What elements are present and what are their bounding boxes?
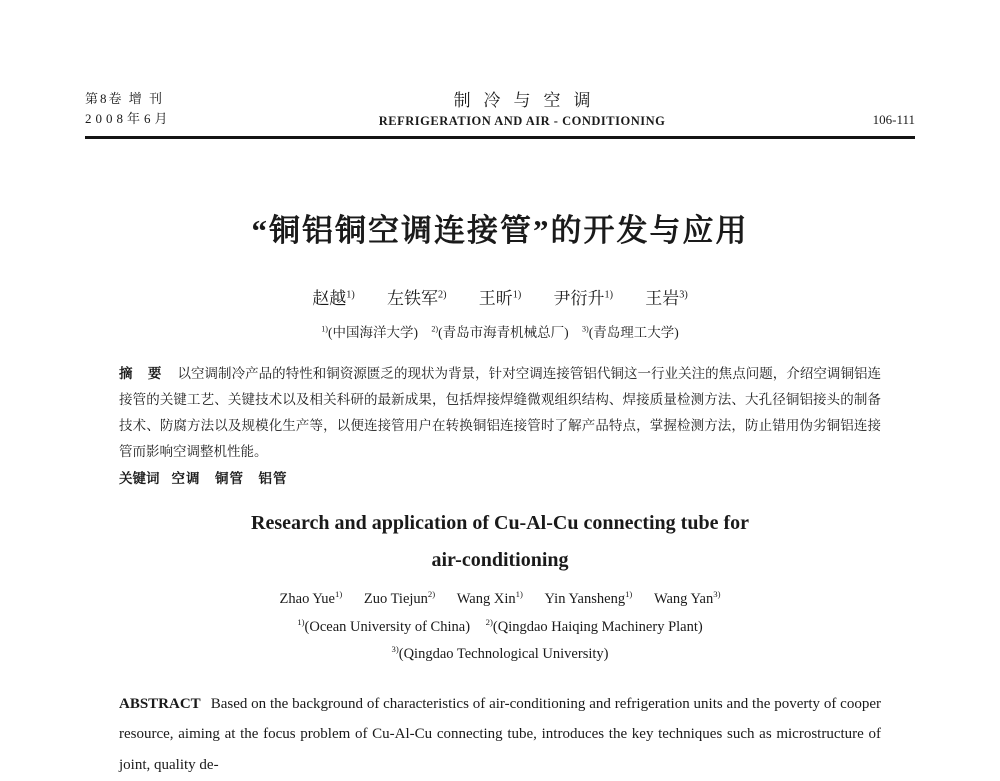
authors-en [85,588,915,608]
abstract-cn-text: 以空调制冷产品的特性和铜资源匮乏的现状为背景，针对空调连接管铝代铜这一行业关注的焦点问题，介绍空调铜铝连接管的关键工艺、关键技术以及相关科研的最新成果，包括焊接焊缝微观组织结构、焊接质量检测方法、大孔径铜铝接头的制备技术、防腐方法以及规模化生产等，以便连接管用户在转换铜铝连接管时了解产品特点，掌握检测方法，防止错用伪劣铜铝连接管而影响空调整机性能。 [119,366,882,459]
affil-sup: 1) [321,324,328,334]
affil-sup: 2) [485,616,493,627]
abstract-en-text: Based on the background of characteristics of air-conditioning and refrigeration units and the poverty of cooper resource, aiming at the focus problem of Cu-Al-Cu connecting tube, introduces the key techniques such as microstructure of joint, quality de- [119,695,881,774]
author-sup: 1) [625,588,633,599]
affiliations-en [85,614,915,669]
affiliation-en [297,616,471,635]
date-line: 2008年6月 [85,110,172,126]
affil-text: (青岛市海青机械总厂) [438,325,569,340]
author-name: 尹衍升 [553,289,605,308]
affil-sup: 3) [582,324,589,334]
volume-info [85,89,172,129]
author-sup: 1) [346,289,355,301]
author-en [544,588,633,607]
author-name: 赵越 [312,289,347,308]
journal-header [85,86,915,139]
affil-text: (Qingdao Haiqing Machinery Plant) [492,618,703,635]
journal-name-cn: 制冷与空调 [453,91,604,110]
page-range: 106-111 [872,112,915,127]
affiliation-cn [431,325,568,340]
article-title-en [85,505,915,579]
affil-text: (Ocean University of China) [304,618,471,635]
abstract-cn [119,361,881,465]
affil-sup: 2) [431,324,439,334]
affiliation-en [485,616,703,635]
author-sup: 1) [515,588,523,599]
author-en [279,588,343,607]
abstract-cn-label: 摘 要 [119,366,168,381]
affiliations-en-line2 [85,641,915,669]
author-en [653,588,721,607]
author-name: Wang Xin [456,590,516,607]
affiliations-en-line1 [85,614,915,642]
abstract-en [119,689,881,781]
author-cn [645,289,688,308]
author-en [363,588,436,607]
affiliation-cn [321,325,418,340]
author-name: Wang Yan [653,590,714,607]
author-sup: 1) [604,289,613,301]
author-sup: 2) [427,588,436,599]
affiliation-en [392,646,609,662]
affil-sup: 3) [391,644,399,655]
author-sup: 2) [438,289,447,301]
affil-sup: 1) [297,616,305,627]
keywords-label: 关键词 [119,470,160,486]
author-sup: 3) [713,588,721,599]
title-en-line1: Research and application of Cu-Al-Cu connecting tube for [251,511,749,534]
author-sup: 3) [679,289,688,301]
affiliations-cn [85,321,915,341]
authors-cn [85,284,915,309]
author-name: 王岩 [645,289,680,308]
author-cn [387,289,447,308]
author-cn [479,289,522,308]
author-sup: 1) [334,588,343,599]
keywords-text: 空调 铜管 铝管 [171,470,288,486]
author-cn [554,289,614,308]
affil-text: (青岛理工大学) [588,325,679,340]
volume-line: 第8卷 增 刊 [85,90,165,106]
author-name: Zuo Tiejun [363,590,428,607]
author-name: 左铁军 [387,289,438,308]
author-sup: 1) [512,289,522,301]
author-name: Zhao Yue [279,590,335,607]
author-en [456,588,523,607]
affil-text: (中国海洋大学) [328,325,418,340]
affil-text: (Qingdao Technological University) [398,646,609,663]
author-name: Yin Yansheng [544,590,626,607]
article-title-cn: “铜铝铜空调连接管”的开发与应用 [251,213,749,248]
title-en-line2: air-conditioning [431,548,569,571]
affiliation-cn [582,325,679,340]
journal-name-block [172,86,873,129]
keywords-cn [119,467,881,487]
author-name: 王昕 [478,289,513,308]
abstract-en-label: ABSTRACT [119,695,201,712]
journal-name-en: REFRIGERATION AND AIR - CONDITIONING [378,114,666,128]
author-cn [312,289,355,308]
